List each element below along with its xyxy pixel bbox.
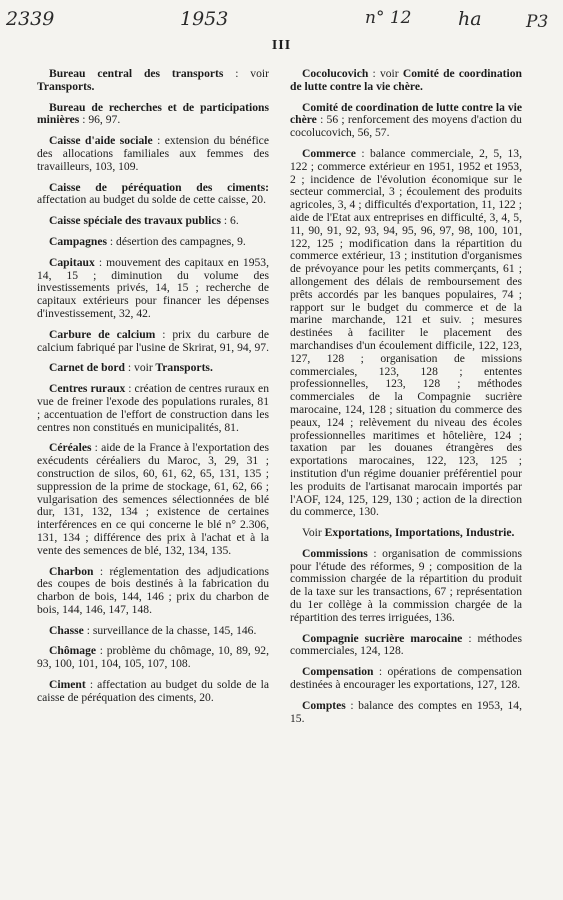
index-separator: :: [94, 255, 107, 269]
index-term: Centres ruraux: [49, 382, 126, 396]
index-term: Carnet de bord: [49, 361, 125, 375]
index-text: voir: [134, 361, 153, 375]
index-text: affectation au budget du solde de la caisse de péréquation des ciments, 20.: [37, 678, 269, 704]
index-entry: [37, 68, 269, 94]
index-separator: :: [367, 546, 383, 560]
index-cross-reference: Comité de coordination de lutte contre la vie chère.: [290, 67, 522, 93]
index-text: aide de la France à l'exportation des exécudents céréaliers du Maroc, 3, 29, 31 ; construction de silos, 60, 61, 62, 65, 131, 135 ; suppression de la prime de stockage, 61, 62, 66 ; vulgarisation des semences sélectionnées de blé dur, 131, 132, 134 ; existence de certaines interférences en ce qui concerne le blé n° 2.306, 131, 134 ; différence des prix à l'achat et à la vente des semences de blé, 132, 134, 135.: [37, 441, 269, 557]
index-text: voir: [379, 67, 399, 80]
index-text: surveillance de la chasse, 145, 146.: [92, 623, 257, 637]
index-text: problème du chômage, 10, 89, 92, 93, 100, 101, 104, 105, 107, 108.: [37, 644, 269, 671]
handwritten-issue: n° 12: [365, 8, 412, 28]
index-term: Charbon: [49, 564, 94, 578]
index-term: Comptes: [302, 698, 346, 712]
index-separator: :: [85, 678, 98, 692]
index-entry: [290, 102, 522, 140]
index-separator: :: [83, 623, 93, 637]
index-text: 56 ; renforcement des moyens d'action du cocolucovich, 56, 57.: [290, 113, 522, 140]
index-term: Bureau de recherches et de participations minières: [37, 100, 269, 127]
index-separator: :: [125, 361, 135, 375]
index-entry: [290, 666, 522, 692]
index-term: Cocolucovich: [302, 67, 369, 80]
index-text: voir: [250, 67, 269, 80]
index-term: Ciment: [49, 678, 86, 692]
index-entry: [37, 679, 269, 705]
index-entry: [37, 383, 269, 434]
index-term: Carbure de calcium: [49, 327, 156, 341]
index-cross-reference: Transports.: [37, 79, 95, 93]
index-text: réglementation des adjudications des coupes de bois destinés à la fabrication du charbon de bois, 144, 146 ; prix du charbon de bois, 144, 146, 147, 148.: [37, 564, 269, 616]
index-entry: [37, 182, 269, 208]
index-entry: [37, 215, 269, 228]
index-entry: [37, 102, 269, 128]
index-entry: [37, 625, 269, 638]
index-entry: [37, 135, 269, 173]
index-separator: :: [125, 382, 135, 396]
index-term: Chasse: [49, 623, 84, 637]
index-text: Voir: [302, 526, 322, 540]
index-term: Compagnie sucrière marocaine: [302, 631, 463, 645]
index-separator: :: [96, 644, 107, 658]
index-separator: :: [93, 564, 110, 578]
index-text: 6.: [230, 214, 239, 228]
index-separator: :: [462, 631, 478, 645]
index-separator: :: [152, 134, 165, 148]
index-text: mouvement des capitaux en 1953, 14, 15 ; diminution du volume des investissements privés, 14, 15 ; recherche de capitaux extérieurs pour financer les dépenses d'investissement, 32, 42.: [37, 255, 269, 320]
index-separator: :: [368, 67, 380, 80]
index-entry: [37, 566, 269, 617]
index-separator: :: [373, 665, 388, 679]
handwritten-code: ha: [458, 8, 482, 30]
index-term: Caisse de péréquation des ciments:: [49, 180, 269, 194]
index-text: prix du carbure de calcium fabriqué par l'usine de Skrirat, 91, 94, 97.: [37, 327, 269, 354]
index-entry: [37, 329, 269, 355]
index-cross-reference: Exportations, Importations, Industrie.: [321, 526, 515, 540]
index-term: Céréales: [49, 441, 92, 455]
index-text: désertion des campagnes, 9.: [116, 234, 246, 248]
index-separator: :: [316, 113, 327, 127]
index-cross-reference: Transports.: [152, 361, 213, 375]
index-term: Caisse d'aide sociale: [49, 134, 153, 148]
index-text: affectation au budget du solde de cette caisse, 20.: [37, 193, 266, 207]
index-separator: :: [91, 441, 102, 455]
index-separator: :: [345, 698, 359, 712]
index-text: balance commerciale, 2, 5, 13, 122 ; commerce extérieur en 1951, 1952 et 1953, 2 ; incidence de l'évolution économique sur le secteur commercial, 3 ; écoulement des produits agricoles, 3, 4 ; difficultés d'exportation, 11, 122 ; aide de l'Etat aux entreprises en difficulté, 3, 4, 5, 11, 90, 91, 92, 93, 94, 95, 96, 97, 98, 100, 101, 122, 125 ; modification dans la répartition du commerce extérieur, 13 ; institution d'organismes de prévoyance pour les petits commerçants, 61 ; allongement des délais de remboursement des prêts accordés par les banques populaires, 74 ; rapport sur le budget du commerce et de la marine marchande, 121 et suiv. ; mesures destinées à faciliter le placement des marchandises d'un écoulement difficile, 122, 123, 127, 128 ; organisation de missions commerciales, 123, 128 ; ententes professionnelles, 123, 128 ; méthodes commerciales de la Compagnie sucrière marocaine, 124, 128 ; situation du commerce des peaux, 124 ; relèvement du niveau des écoles professionnelles maritimes et hôtelière, 124 ; taxation par les douanes étrangères des exportations marocaines, 122, 123, 125 ; institution d'un régime douanier préférentiel pour les produits de l'artisanat marocain importés par l'AOF, 124, 125, 129, 130 ; action de la direction du commerce, 130.: [290, 146, 522, 519]
page-number: III: [271, 38, 292, 53]
index-entry: [290, 548, 522, 625]
index-separator: :: [220, 214, 231, 228]
index-term: Chômage: [49, 644, 97, 658]
index-entry: [37, 442, 269, 557]
index-entry: [37, 645, 269, 671]
index-term: Caisse spéciale des travaux publics: [49, 214, 221, 228]
index-term: Compensation: [302, 665, 374, 679]
index-term: Capitaux: [49, 255, 95, 269]
index-entry: [290, 700, 522, 726]
handwritten-ref: P3: [526, 12, 549, 32]
index-entry: [290, 68, 522, 94]
index-entry: [37, 362, 269, 375]
index-term: Bureau central des transports: [49, 67, 224, 80]
index-entry: [290, 148, 522, 519]
index-text: opérations de compensation destinées à encourager les exportations, 127, 128.: [290, 665, 522, 692]
index-term: Commissions: [302, 546, 368, 560]
handwritten-number: 2339: [6, 8, 55, 30]
index-separator: :: [106, 234, 117, 248]
index-text: balance des comptes en 1953, 14, 15.: [290, 698, 522, 725]
index-separator: :: [79, 113, 89, 127]
handwritten-year: 1953: [180, 8, 229, 30]
index-text: création de centres ruraux en vue de freiner l'exode des populations rurales, 81 ; accentuation de l'effort de construction dans les centres non constitués en municipalités, 81.: [37, 382, 269, 434]
index-term: Comité de coordination de lutte contre la vie chère: [290, 100, 522, 127]
index-text: 96, 97.: [88, 113, 121, 127]
index-entry: [37, 236, 269, 249]
index-term: Campagnes: [49, 234, 107, 248]
index-separator: :: [155, 327, 173, 341]
index-entry: [290, 527, 522, 540]
index-column-right: [290, 68, 522, 733]
index-text: extension du bénéfice des allocations familiales aux femmes des travailleurs, 103, 109.: [37, 134, 269, 173]
index-separator: :: [355, 146, 371, 160]
index-entry: [290, 633, 522, 659]
index-entry: [37, 257, 269, 321]
index-text: organisation de commissions pour l'étude des réformes, 9 ; composition de la commission chargée de la répartition du produit de la taxe sur les transactions, 67 ; représentation du 1er collège à la commission chargée de la répartition des terres irriguées, 136.: [290, 546, 522, 624]
index-text: méthodes commerciales, 124, 128.: [290, 631, 522, 658]
index-column-left: [37, 68, 269, 713]
index-separator: :: [223, 67, 251, 80]
index-term: Commerce: [302, 146, 356, 160]
